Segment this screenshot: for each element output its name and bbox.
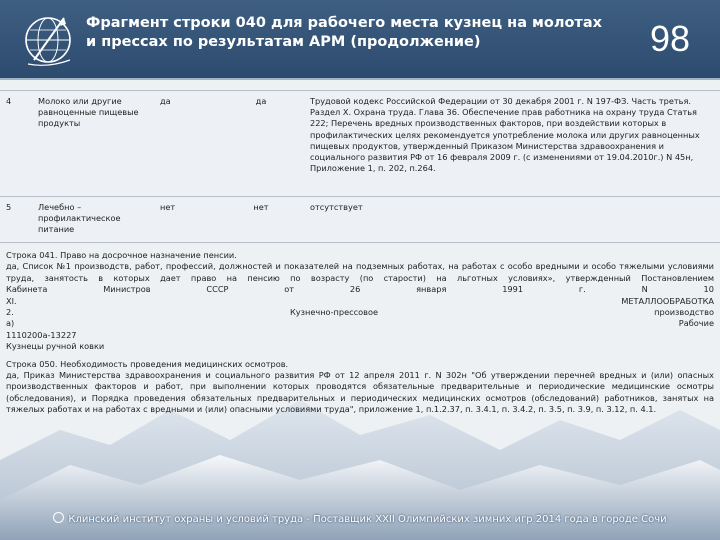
decree-word: 26 xyxy=(349,284,361,295)
subsection-name: Кузнечно-прессовое xyxy=(289,307,378,318)
row-value-2: да xyxy=(216,91,304,197)
decree-word: Министров xyxy=(103,284,151,295)
decree-word: января xyxy=(416,284,447,295)
row-name: Молоко или другие равноценные пищевые продукты xyxy=(32,91,154,197)
row-basis: отсутствует xyxy=(304,197,720,243)
row-value-2: нет xyxy=(216,197,304,243)
header-bar xyxy=(0,0,720,80)
globe-compass-logo-icon xyxy=(20,10,76,70)
table-row xyxy=(0,91,720,197)
row-number: 5 xyxy=(0,197,32,243)
category-name: Рабочие xyxy=(678,318,714,329)
category-letter: а) xyxy=(6,318,15,329)
decree-word: N xyxy=(641,284,648,295)
decree-word: СССР xyxy=(206,284,229,295)
line-041-category-row xyxy=(6,318,714,329)
decree-word: 10 xyxy=(703,284,714,295)
line-041-decree-row xyxy=(6,284,714,295)
decree-word: от xyxy=(284,284,295,295)
copyright-icon xyxy=(53,512,64,523)
decree-word: г. xyxy=(578,284,586,295)
row-basis: Трудовой кодекс Российской Федерации от 30 декабря 2001 г. N 197-ФЗ. Часть третья. Раздел X. Охрана труда. Глава 36. Обеспечение прав работника на охрану труда Статья 222; Перечень вредных производственных факторов, при воздействии которых в профилактических целях рекомендуется употребление молока или других равноценных пищевых продуктов, утвержденный Приказом Министерства здравоохранения и социального развития РФ от 16 февраля 2009 г. (с изменениями от 19.04.2010г.) N 45н, Приложение 1, п. 202, п.264. xyxy=(304,91,720,197)
row-number: 4 xyxy=(0,91,32,197)
line-041-title: Строка 041. Право на досрочное назначение пенсии. xyxy=(6,250,237,260)
page-number: 98 xyxy=(649,18,690,59)
line-041-text: да, Список №1 производств, работ, профессий, должностей и показателей на подземных работах, на работах с особо вредными и особо тяжелыми условиями труда, занятость в которых дает право на пенсию по возрасту (по старости) на льготных условиях», утвержденный Постановлением xyxy=(6,261,714,283)
line-050-text: да, Приказ Министерства здравоохранения и социального развития РФ от 12 апреля 2011 г. N 302н "Об утверждении перечней вредных и (или) опасных производственных факторов и работ, при выполнении которых проводятся обязательные предварительные и периодические медицинские осмотры (обследования), и Порядка проведения обязательных предварительных и периодических медицинских осмотров (обследований) работников, занятых на тяжелых работах и на работах с вредными и (или) опасными условиями труда", приложение 1, п.1.2.37, п. 3.4.1, п. 3.4.2, п. 3.5, п. 3.9, п. 3.12, п. 4.1. xyxy=(6,370,714,415)
row-value-1: нет xyxy=(154,197,216,243)
section-number: XI. xyxy=(6,295,17,306)
line-041-job: Кузнецы ручной ковки xyxy=(6,341,105,352)
row-name: Лечебно – профилактическое питание xyxy=(32,197,154,243)
table-row xyxy=(0,197,720,243)
line-041-section-row xyxy=(6,296,714,307)
footer xyxy=(0,512,720,525)
subsection-number: 2. xyxy=(6,307,14,318)
slide-title: Фрагмент строки 040 для рабочего места кузнец на молотах и прессах по результатам АРМ (продолжение) xyxy=(86,15,602,50)
line-041-code: 1110200а-13227 xyxy=(6,329,77,340)
footer-text: Клинский институт охраны и условий труда - Поставщик XXII Олимпийских зимних игр 2014 года в городе Сочи xyxy=(68,514,667,525)
line-041-subsection-row xyxy=(6,307,714,318)
info-block xyxy=(6,250,714,416)
decree-word: 1991 xyxy=(502,284,524,295)
section-name: МЕТАЛЛООБРАБОТКА xyxy=(621,295,714,306)
subsection-suffix: производство xyxy=(654,307,714,318)
line-050-title: Строка 050. Необходимость проведения медицинских осмотров. xyxy=(6,358,289,369)
row-value-1: да xyxy=(154,91,216,197)
decree-word: Кабинета xyxy=(6,284,48,295)
requirements-table xyxy=(0,90,720,243)
